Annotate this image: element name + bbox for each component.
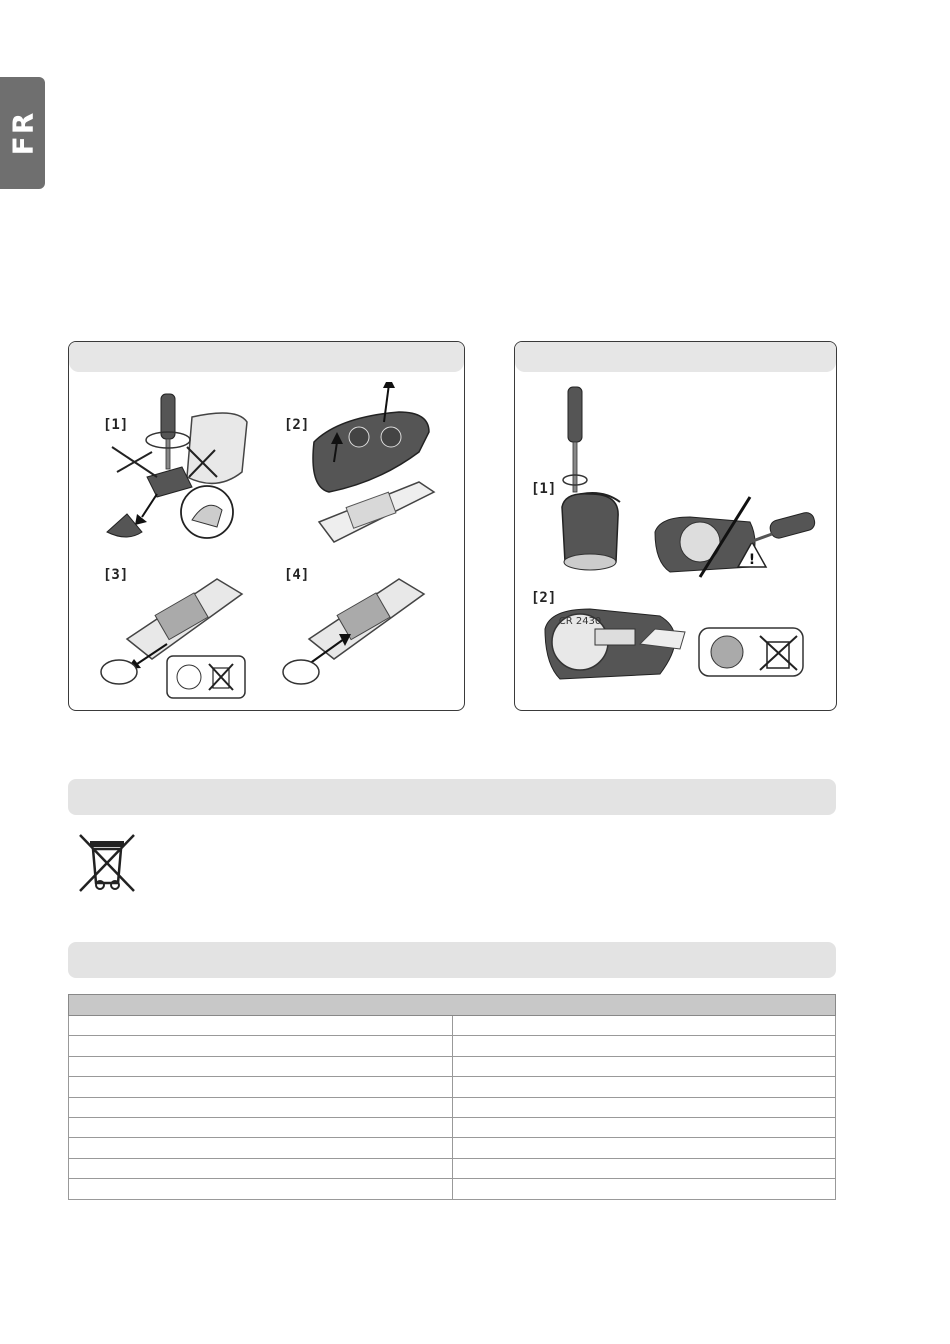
table-row: [69, 1097, 836, 1117]
battery-label: CR 2430: [558, 616, 602, 627]
table-header-row: [69, 995, 836, 1016]
open-remote-illustration: [97, 382, 267, 552]
section-header-bar: [68, 942, 836, 978]
table-row: [69, 1056, 836, 1076]
svg-text:!: !: [748, 552, 756, 568]
table-cell: [452, 1117, 836, 1137]
specifications-table: [68, 994, 836, 1200]
battery-compartment-illustration: [540, 604, 700, 684]
table-cell: [452, 1138, 836, 1158]
battery-replacement-panel-keyfob: [514, 341, 837, 711]
table-cell: [452, 1158, 836, 1178]
step-label-2: [2]: [531, 590, 557, 606]
table-cell: [452, 1036, 836, 1056]
table-cell: [69, 1179, 453, 1199]
remove-cover-illustration: [279, 382, 454, 557]
table-cell: [452, 1077, 836, 1097]
table-row: [69, 1179, 836, 1199]
table-cell: [452, 1056, 836, 1076]
step-label-4: [4]: [284, 567, 310, 583]
section-header-bar: [68, 779, 836, 815]
language-tab-label: FR: [6, 110, 39, 156]
table-row: [69, 1016, 836, 1036]
table-row: [69, 1036, 836, 1056]
battery-disposal-icon: [697, 626, 807, 680]
table-cell: [69, 1117, 453, 1137]
table-cell: [69, 1138, 453, 1158]
table-cell: [69, 1097, 453, 1117]
table-cell: [69, 1036, 453, 1056]
table-cell: [69, 1077, 453, 1097]
panel-header: [69, 342, 464, 372]
step-label-2: [2]: [284, 417, 310, 433]
step-label-1: [1]: [103, 417, 129, 433]
panel-header: [515, 342, 836, 372]
step-label-1: [1]: [531, 481, 557, 497]
do-not-pry-illustration: [650, 492, 830, 592]
open-keyfob-illustration: [550, 382, 650, 582]
step-label-3: [3]: [103, 567, 129, 583]
table-row: [69, 1158, 836, 1178]
table-row: [69, 1077, 836, 1097]
table-row: [69, 1117, 836, 1137]
table-cell: [69, 1016, 453, 1036]
table-cell: [452, 1016, 836, 1036]
insert-battery-illustration: [279, 564, 449, 704]
battery-replacement-panel-remote: [68, 341, 465, 711]
table-cell: [452, 1179, 836, 1199]
table-header-cell: [69, 995, 836, 1016]
remove-battery-illustration: [97, 564, 267, 704]
table-cell: [69, 1056, 453, 1076]
crossed-bin-icon: [76, 831, 138, 895]
table-row: [69, 1138, 836, 1158]
table-cell: [69, 1158, 453, 1178]
table-cell: [452, 1097, 836, 1117]
language-tab: [0, 77, 45, 189]
